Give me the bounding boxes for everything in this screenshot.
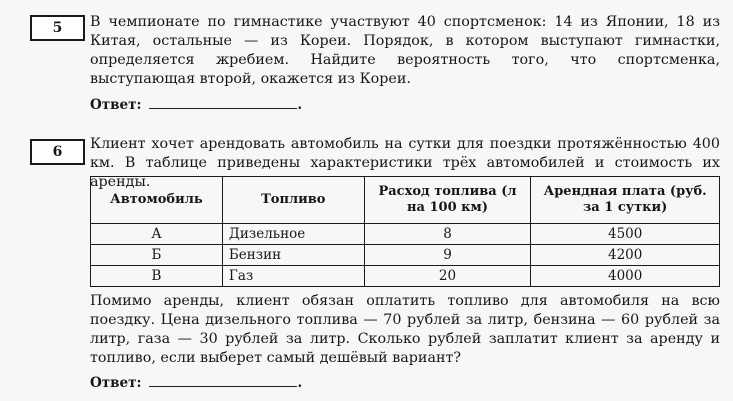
task-6-answer-dot: .	[297, 375, 303, 391]
cell-fuel: Дизельное	[222, 224, 364, 245]
cell-rent: 4500	[531, 224, 720, 245]
header-rent: Арендная плата (руб. за 1 сутки)	[531, 177, 720, 224]
cell-consumption: 9	[364, 245, 531, 266]
header-consumption: Расход топлива (л на 100 км)	[364, 177, 531, 224]
task-5-answer-dot: .	[297, 97, 303, 113]
task-6-text: Помимо аренды, клиент обязан оплатить топливо для автомобиля на всю поездку. Цена дизельного топлива — 70 рублей за литр, бензина — 60 рублей за литр, газа — 30 рублей за литр. Сколько рублей заплатит клиент за аренду и топливо, если выберет самый дешёвый вариант?	[90, 293, 720, 366]
table-row	[91, 266, 720, 287]
cell-consumption: 20	[364, 266, 531, 287]
cell-rent: 4200	[531, 245, 720, 266]
cell-car: В	[91, 266, 223, 287]
task-5-answer-row	[90, 96, 302, 113]
rental-table	[90, 176, 720, 287]
cell-rent: 4000	[531, 266, 720, 287]
header-car: Автомобиль	[91, 177, 223, 224]
task-6-answer-field[interactable]	[149, 374, 297, 387]
task-5-number-box: 5	[30, 15, 85, 41]
task-5-text: В чемпионате по гимнастике участвуют 40 спортсменок: 14 из Японии, 18 из Китая, остальные — из Кореи. Порядок, в котором выступают гимнастки, определяется жребием. Найдите вероятность того, что спортсменка, выступающая второй, окажется из Кореи.	[90, 14, 720, 87]
table-header-row	[91, 177, 720, 224]
task-6-answer-label: Ответ:	[90, 375, 142, 391]
table-row	[91, 224, 720, 245]
cell-car: Б	[91, 245, 223, 266]
table-row	[91, 245, 720, 266]
task-5-answer-label: Ответ:	[90, 97, 142, 113]
task-5-answer-field[interactable]	[149, 96, 297, 109]
header-fuel: Топливо	[222, 177, 364, 224]
cell-fuel: Газ	[222, 266, 364, 287]
task-6-answer-row	[90, 374, 302, 391]
cell-consumption: 8	[364, 224, 531, 245]
cell-car: А	[91, 224, 223, 245]
task-6-intro: Клиент хочет арендовать автомобиль на сутки для поездки протяжённостью 400 км. В таблице приведены характеристики трёх автомобилей и стоимость их аренды.	[90, 136, 720, 190]
cell-fuel: Бензин	[222, 245, 364, 266]
task-6-number-box: 6	[30, 139, 85, 165]
